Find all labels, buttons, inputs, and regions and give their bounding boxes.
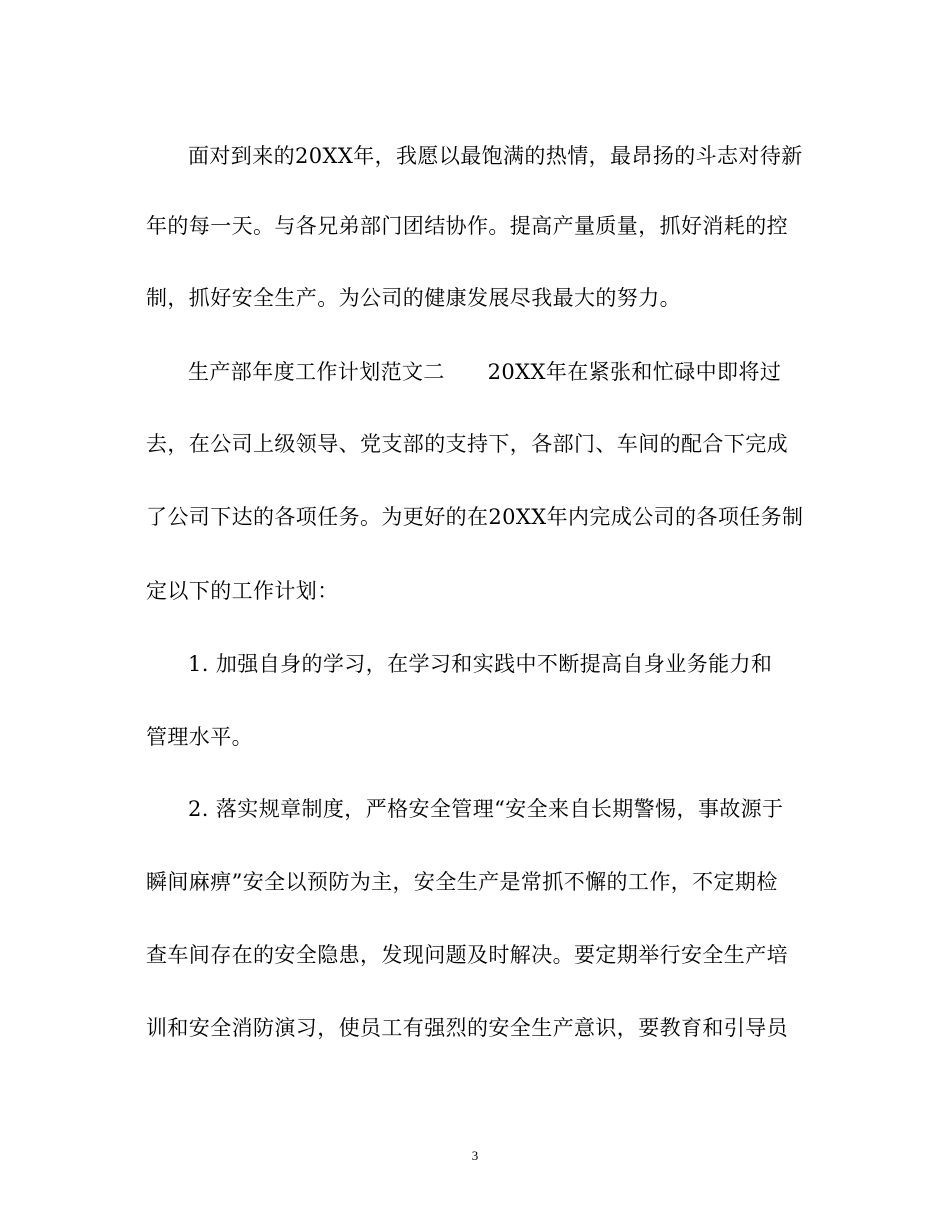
text-line: 定以下的工作计划：	[146, 579, 339, 603]
text-line: 面对到来的20XX年，我愿以最饱满的热情，最昂扬的斗志对待新	[188, 144, 803, 168]
text-line: 生产部年度工作计划范文二 20XX年在紧张和忙碌中即将过	[188, 360, 782, 384]
text-line: 去，在公司上级领导、党支部的支持下，各部门、车间的配合下完成	[146, 432, 788, 456]
text-line: 2. 落实规章制度，严格安全管理“安全来自长期警惕，事故源于	[188, 797, 784, 821]
text-line: 训和安全消防演习，使员工有强烈的安全生产意识，要教育和引导员	[146, 1016, 788, 1040]
text-line: 管理水平。	[146, 725, 253, 749]
text-line: 制，抓好安全生产。为公司的健康发展尽我最大的努力。	[146, 286, 681, 310]
text-line: 瞬间麻痹”安全以预防为主，安全生产是常抓不懈的工作，不定期检	[146, 870, 778, 894]
text-line: 年的每一天。与各兄弟部门团结协作。提高产量质量，抓好消耗的控	[146, 214, 788, 238]
text-line: 1. 加强自身的学习，在学习和实践中不断提高自身业务能力和	[188, 652, 773, 676]
text-line: 查车间存在的安全隐患，发现问题及时解决。要定期举行安全生产培	[146, 943, 788, 967]
page-number: 3	[471, 1148, 479, 1163]
text-line: 了公司下达的各项任务。为更好的在20XX年内完成公司的各项任务制	[146, 505, 804, 529]
